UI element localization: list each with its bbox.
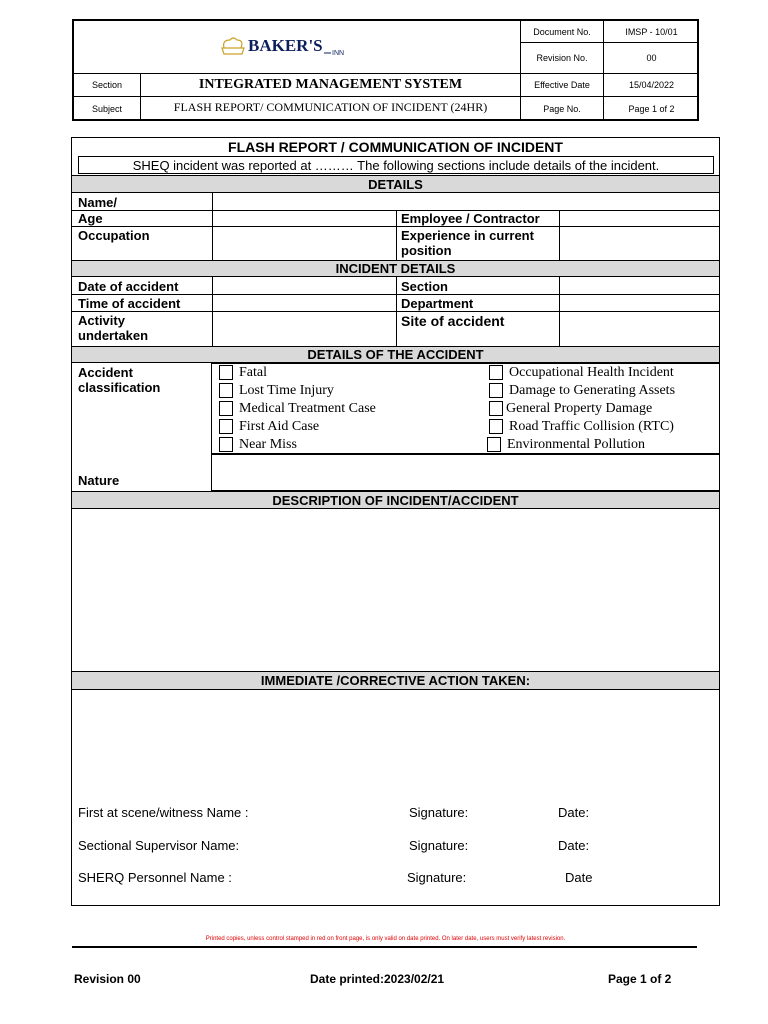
svg-text:BAKER'S: BAKER'S — [248, 36, 323, 55]
occupation-label: Occupation — [78, 228, 150, 243]
description-field[interactable] — [72, 509, 719, 671]
form-title: FLASH REPORT / COMMUNICATION OF INCIDENT — [228, 139, 563, 155]
nature-label: Nature — [78, 473, 120, 488]
details-heading: DETAILS — [72, 175, 719, 193]
age-field[interactable] — [213, 210, 396, 226]
time-of-accident-label: Time of accident — [78, 296, 181, 311]
road-traffic-collision-checkbox[interactable] — [489, 419, 503, 434]
fatal-checkbox[interactable] — [219, 365, 233, 380]
document-no-value: IMSP - 10/01 — [625, 26, 678, 37]
environmental-pollution-label: Environmental Pollution — [507, 437, 646, 452]
footer-revision: Revision 00 — [74, 972, 141, 986]
first-aid-checkbox[interactable] — [219, 419, 233, 434]
near-miss-label: Near Miss — [239, 437, 297, 452]
document-header-table — [72, 19, 699, 121]
incident-details-heading: INCIDENT DETAILS — [72, 260, 719, 277]
environmental-pollution-checkbox[interactable] — [487, 437, 501, 452]
supervisor-signature-label: Signature: — [409, 838, 469, 853]
description-heading: DESCRIPTION OF INCIDENT/ACCIDENT — [72, 491, 719, 509]
flash-report-form — [71, 137, 720, 906]
accident-details-heading: DETAILS OF THE ACCIDENT — [72, 346, 719, 363]
witness-signature-label: Signature: — [409, 805, 469, 820]
sherq-date-label: Date — [565, 870, 593, 885]
accident-classification-label: Accident classification — [78, 365, 161, 395]
supervisor-name-label: Sectional Supervisor Name: — [78, 838, 240, 853]
subject-label: Subject — [91, 104, 123, 114]
nature-field[interactable] — [211, 454, 720, 491]
revision-no-label: Revision No. — [536, 53, 588, 63]
road-traffic-collision-label: Road Traffic Collision (RTC) — [509, 419, 674, 434]
footer-date-printed: Date printed:2023/02/21 — [310, 972, 445, 986]
witness-date-label: Date: — [558, 805, 590, 820]
lost-time-injury-label: Lost Time Injury — [239, 383, 334, 398]
print-validity-notice: Printed copies, unless control stamped in red on front page, is only valid on date printed. On later date, users must verify latest revision. — [205, 936, 566, 942]
date-of-accident-label: Date of accident — [78, 279, 179, 294]
lost-time-injury-checkbox[interactable] — [219, 383, 233, 398]
section-field-label: Section — [401, 279, 448, 294]
employee-contractor-label: Employee / Contractor — [401, 211, 540, 226]
activity-undertaken-label: Activity undertaken — [78, 313, 149, 343]
general-property-damage-label: General Property Damage — [506, 401, 653, 416]
experience-label: Experience in current position — [401, 228, 534, 258]
occupational-health-checkbox[interactable] — [489, 365, 503, 380]
first-aid-label: First Aid Case — [239, 419, 320, 434]
effective-date-label: Effective Date — [534, 80, 590, 90]
witness-name-label: First at scene/witness Name : — [78, 805, 249, 820]
footer-page: Page 1 of 2 — [608, 972, 672, 986]
medical-treatment-label: Medical Treatment Case — [239, 401, 376, 416]
damage-generating-assets-checkbox[interactable] — [489, 383, 503, 398]
near-miss-checkbox[interactable] — [219, 437, 233, 452]
page-no-label: Page No. — [543, 104, 581, 114]
site-of-accident-label: Site of accident — [401, 313, 505, 329]
site-of-accident-field[interactable] — [560, 311, 719, 346]
name-label: Name/ — [78, 195, 118, 210]
department-field[interactable] — [560, 294, 719, 311]
intro-text: SHEQ incident was reported at ……… The following sections include details of the incident. — [78, 156, 714, 174]
time-of-accident-field[interactable] — [213, 294, 396, 311]
section-field[interactable] — [560, 277, 719, 294]
svg-text:INN: INN — [332, 50, 345, 56]
effective-date-value: 15/04/2022 — [628, 80, 675, 90]
age-label: Age — [78, 211, 103, 226]
supervisor-date-label: Date: — [558, 838, 590, 853]
document-no-label: Document No. — [533, 26, 591, 37]
section-label: Section — [91, 80, 123, 90]
medical-treatment-checkbox[interactable] — [219, 401, 233, 416]
sherq-name-label: SHERQ Personnel Name : — [78, 870, 232, 885]
general-property-damage-checkbox[interactable] — [489, 401, 503, 416]
page-no-value: Page 1 of 2 — [628, 104, 675, 114]
damage-generating-assets-label: Damage to Generating Assets — [509, 383, 676, 398]
experience-field[interactable] — [560, 226, 719, 260]
occupation-field[interactable] — [213, 226, 396, 260]
sherq-signature-label: Signature: — [407, 870, 467, 885]
fatal-option-label: Fatal — [239, 365, 267, 380]
employee-contractor-field[interactable] — [560, 210, 719, 226]
department-label: Department — [401, 296, 474, 311]
name-field[interactable] — [213, 193, 719, 210]
subject-value: FLASH REPORT/ COMMUNICATION OF INCIDENT (24HR) — [173, 99, 488, 114]
activity-undertaken-field[interactable] — [213, 311, 396, 346]
section-value: INTEGRATED MANAGEMENT SYSTEM — [198, 77, 463, 92]
revision-no-value: 00 — [646, 53, 657, 63]
corrective-action-field[interactable] — [72, 690, 719, 800]
bakers-inn-logo — [220, 34, 370, 56]
footer-rule — [72, 946, 697, 948]
occupational-health-label: Occupational Health Incident — [509, 365, 674, 380]
date-of-accident-field[interactable] — [213, 277, 396, 294]
corrective-action-heading: IMMEDIATE /CORRECTIVE ACTION TAKEN: — [72, 671, 719, 690]
